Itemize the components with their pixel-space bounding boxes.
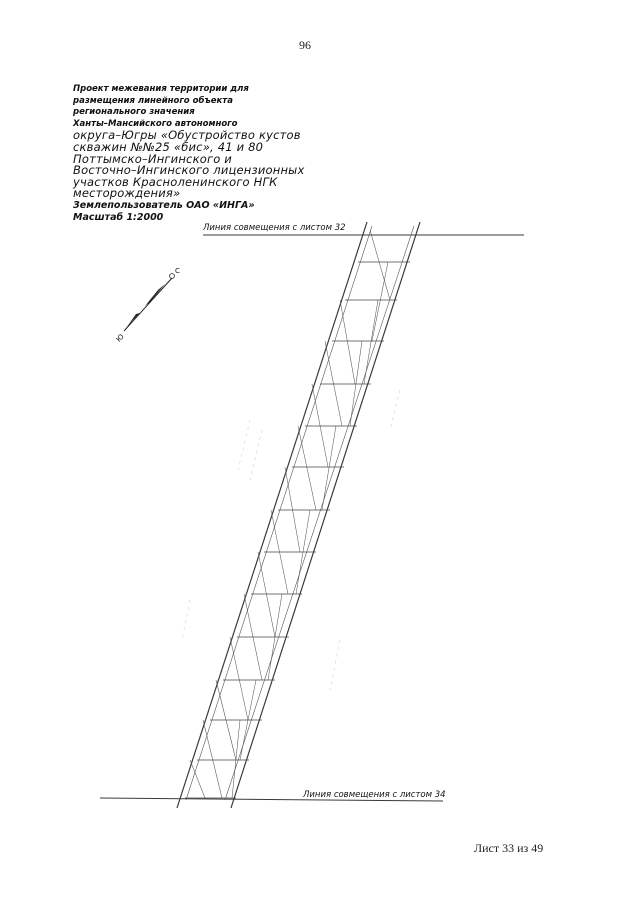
match-line-label-bottom: Линия совмещения с листом 34	[303, 790, 446, 800]
match-line-label-top: Линия совмещения с листом 32	[203, 223, 346, 233]
title-line-4: Ханты–Мансийского автономного	[73, 118, 238, 129]
title-line-1: Проект межевания территории для	[73, 84, 249, 94]
title-line-9: участков Красноленинского НГК	[73, 174, 278, 189]
land-user-line: Землепользователь ОАО «ИНГА»	[73, 199, 255, 211]
page-number: 96	[299, 38, 311, 52]
title-line-5: округа–Югры «Обустройство кустов	[73, 128, 301, 143]
scale-line: Масштаб 1:2000	[73, 211, 164, 223]
faint-grid-marks	[182, 390, 400, 690]
lattice-rungs	[185, 262, 410, 798]
lattice-diagonals	[190, 230, 390, 798]
north-letter: С	[175, 267, 180, 275]
title-line-6: скважин №№25 «бис», 41 и 80	[73, 139, 264, 154]
south-letter: Ю	[114, 332, 126, 344]
title-line-7: Поттымско–Ингинского и	[73, 151, 232, 166]
inner-right-line	[225, 226, 414, 800]
title-line-8: Восточно–Ингинского лицензионных	[73, 163, 305, 178]
title-line-10: месторождения»	[73, 186, 181, 201]
inner-left-line	[186, 226, 372, 800]
title-line-3: регионального значения	[73, 107, 195, 118]
title-line-2: размещения линейного объекта	[73, 95, 233, 106]
north-arrow	[124, 274, 174, 331]
sheet-counter: Лист 33 из 49	[474, 841, 544, 855]
